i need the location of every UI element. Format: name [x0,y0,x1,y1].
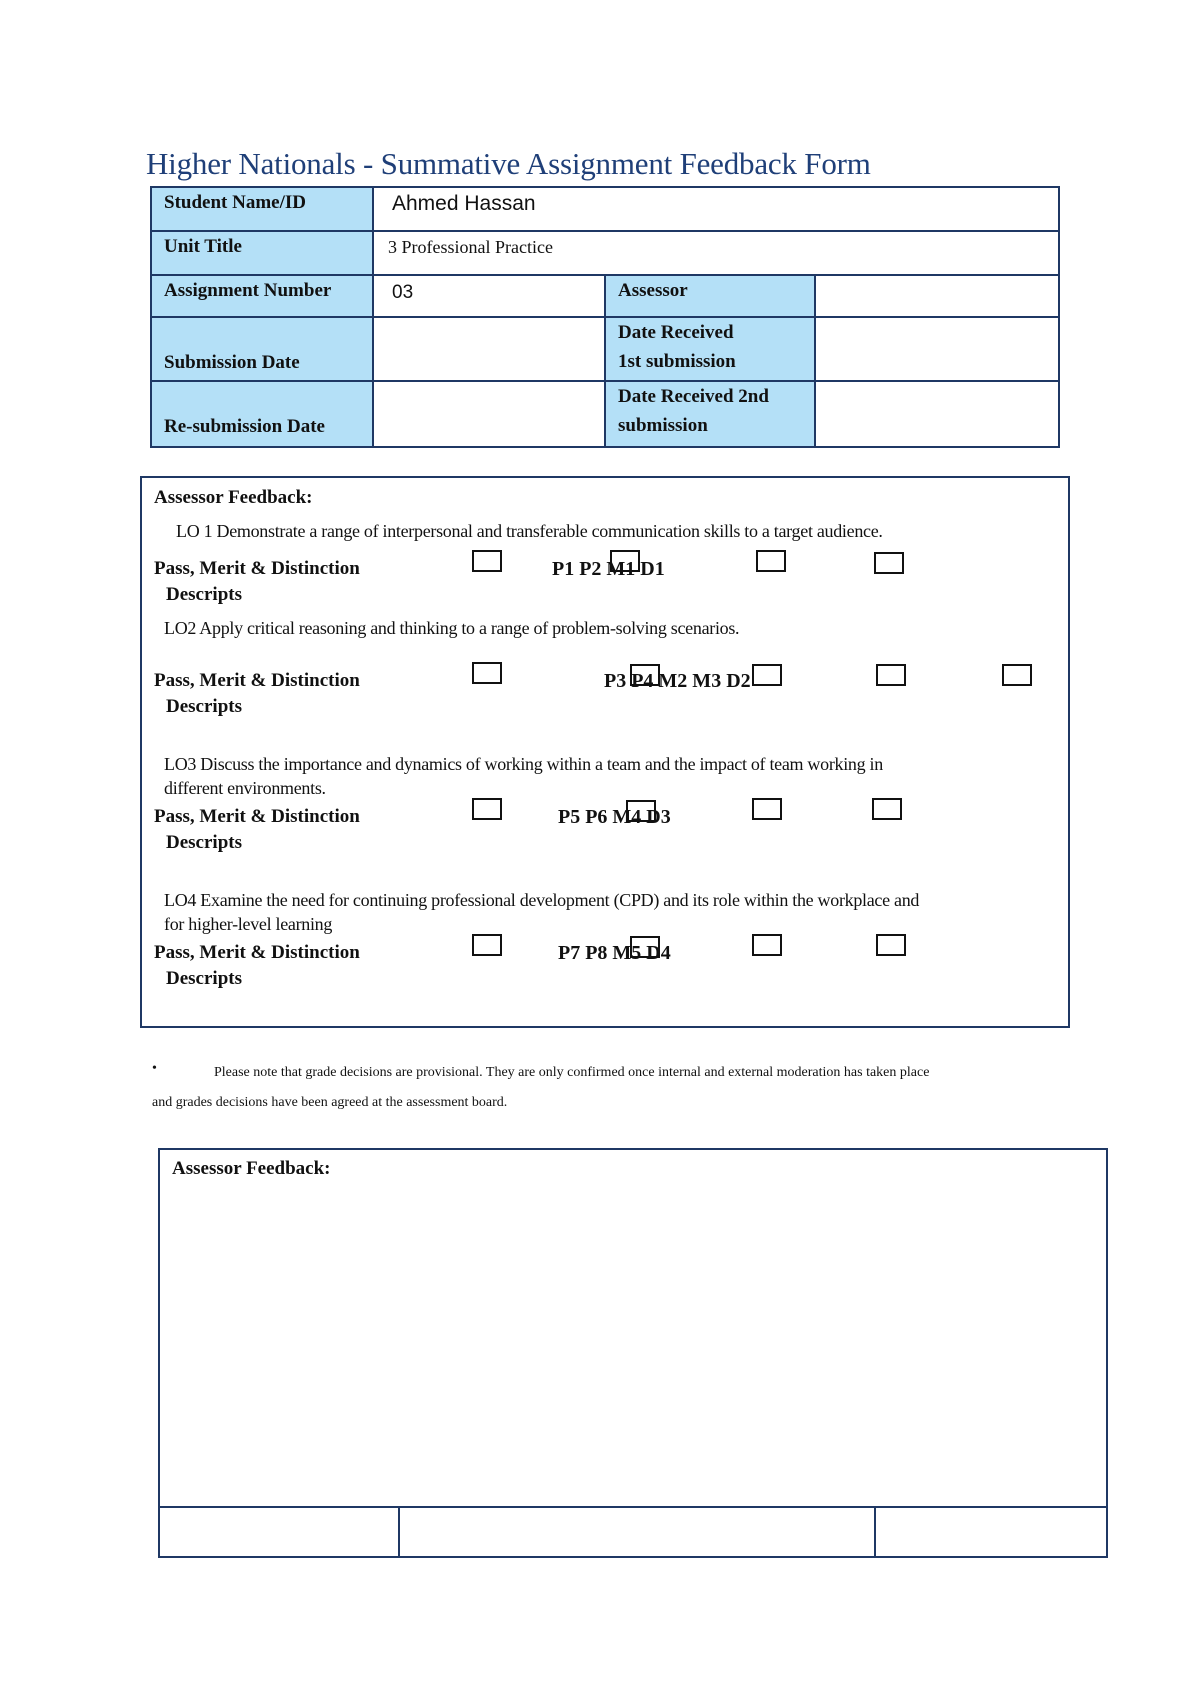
assignment-number-label: Assignment Number [164,280,332,301]
assignment-number-field[interactable] [374,276,606,318]
assessor-label-cell [606,276,816,318]
lo2-pmd-label-line2: Descripts [166,696,242,717]
bullet: • [152,1061,157,1076]
assessor-feedback-box[interactable] [158,1148,1108,1558]
footer-divider-1 [398,1508,400,1556]
student-name-value: Ahmed Hassan [392,192,536,215]
lo3-text-line1: LO3 Discuss the importance and dynamics of working within a team and the impact of team working in [164,754,883,774]
learning-outcomes-feedback-box [140,476,1070,1028]
date-received-1st-label-cell [606,318,816,382]
lo4-checkbox-4[interactable] [876,934,906,956]
lo1-checkbox-3[interactable] [756,550,786,572]
lo2-criteria: P3 P4 M2 M3 D2 [604,670,751,692]
student-name-label-cell [152,188,374,232]
unit-title-label: Unit Title [164,236,242,257]
date-received-1st-label-line1: Date Received [618,322,734,343]
date-received-1st-label-line2: 1st submission [618,351,736,372]
provisional-note-line1: Please note that grade decisions are provisional. They are only confirmed once internal and external moderation has taken place [214,1065,930,1080]
submission-date-label: Submission Date [164,352,300,373]
lo2-checkbox-4[interactable] [876,664,906,686]
header-table [150,186,1060,448]
lo4-checkbox-3[interactable] [752,934,782,956]
assessor-label: Assessor [618,280,688,301]
lo3-criteria: P5 P6 M4 D3 [558,806,671,828]
student-name-field[interactable] [374,188,1058,232]
lo3-checkbox-1[interactable] [472,798,502,820]
date-received-2nd-label-line1: Date Received 2nd [618,386,769,407]
lo3-text-line2: different environments. [164,778,326,798]
lo4-checkbox-1[interactable] [472,934,502,956]
date-received-2nd-label-line2: submission [618,415,708,436]
date-received-1st-field[interactable] [816,318,1058,382]
lo3-pmd-label-line2: Descripts [166,832,242,853]
lo1-pmd-label-line2: Descripts [166,584,242,605]
feedback-heading: Assessor Feedback: [154,487,313,508]
lo2-checkbox-1[interactable] [472,662,502,684]
resubmission-date-field[interactable] [374,382,606,446]
assignment-number-value: 03 [392,282,414,303]
submission-date-field[interactable] [374,318,606,382]
assessor-field[interactable] [816,276,1058,318]
lo1-criteria: P1 P2 M1 D1 [552,558,665,580]
lo3-checkbox-4[interactable] [872,798,902,820]
unit-title-label-cell [152,232,374,276]
lo4-pmd-label-line2: Descripts [166,968,242,989]
lo2-checkbox-5[interactable] [1002,664,1032,686]
footer-divider-2 [874,1508,876,1556]
feedback-footer-row [160,1506,1106,1556]
lo1-text: LO 1 Demonstrate a range of interpersonal and transferable communication skills to a target audience. [176,521,883,541]
lo2-pmd-label: Pass, Merit & Distinction [154,670,360,691]
lo4-text-line1: LO4 Examine the need for continuing professional development (CPD) and its role within the workplace and [164,890,920,910]
lo2-checkbox-3[interactable] [752,664,782,686]
assignment-number-label-cell [152,276,374,318]
lo3-checkbox-3[interactable] [752,798,782,820]
lo1-pmd-label: Pass, Merit & Distinction [154,558,360,579]
submission-date-label-cell [152,318,374,382]
lo1-checkbox-1[interactable] [472,550,502,572]
date-received-2nd-label-cell [606,382,816,446]
page-title: Higher Nationals - Summative Assignment Feedback Form [146,146,871,181]
unit-title-field[interactable] [374,232,1058,276]
resubmission-date-label: Re-submission Date [164,416,325,437]
lo2-text: LO2 Apply critical reasoning and thinking to a range of problem-solving scenarios. [164,618,740,638]
lo4-pmd-label: Pass, Merit & Distinction [154,942,360,963]
date-received-2nd-field[interactable] [816,382,1058,446]
student-name-label: Student Name/ID [164,192,306,213]
assessor-feedback-heading: Assessor Feedback: [172,1158,331,1179]
lo4-text-line2: for higher-level learning [164,914,333,934]
lo1-checkbox-4[interactable] [874,552,904,574]
lo3-pmd-label: Pass, Merit & Distinction [154,806,360,827]
lo4-criteria: P7 P8 M5 D4 [558,942,671,964]
provisional-note-line2: and grades decisions have been agreed at the assessment board. [152,1095,508,1110]
unit-title-value: 3 Professional Practice [388,237,553,257]
resubmission-date-label-cell [152,382,374,446]
